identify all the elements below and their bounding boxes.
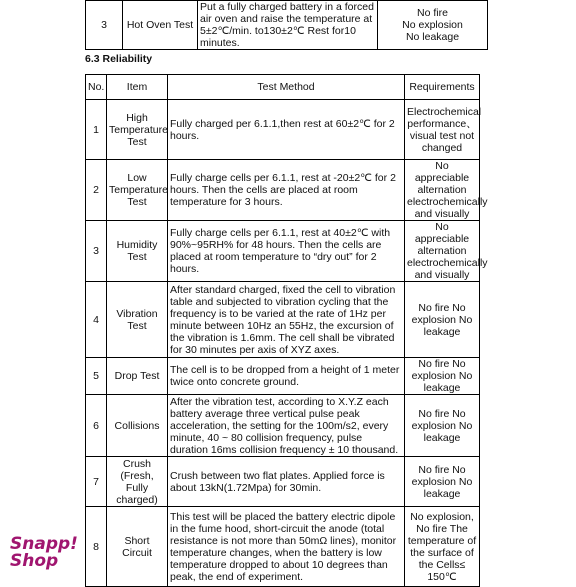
item-cell: High Temperature Test bbox=[107, 100, 168, 160]
requirements-cell: No fire No explosion No leakage bbox=[405, 395, 480, 457]
table-row bbox=[86, 457, 480, 507]
item-cell: Drop Test bbox=[107, 358, 168, 395]
requirements-cell bbox=[378, 1, 488, 50]
row-number: 1 bbox=[86, 100, 107, 160]
requirements-cell: Electrochemical performance、visual test not changed bbox=[405, 100, 480, 160]
method-cell: Fully charge cells per 6.1.1, rest at 40±2℃ with 90%~95RH% for 48 hours. Then the cells are placed at room temperature to “dry out” for 2 hours. bbox=[168, 221, 405, 282]
method-cell: Put a fully charged battery in a forced air oven and raise the temperature at 5±2℃/min. to130±2℃ Rest for10 minutes. bbox=[198, 1, 378, 50]
header-method: Test Method bbox=[168, 75, 405, 100]
requirements-cell: No fire No explosion No leakage bbox=[405, 282, 480, 358]
hot-oven-table bbox=[85, 0, 488, 50]
method-cell: Crush between two flat plates. Applied force is about 13kN(1.72Mpa) for 30min. bbox=[168, 457, 405, 507]
method-cell: Fully charge cells per 6.1.1, rest at -20±2℃ for 2 hours. Then the cells are placed at room temperature for 3 hours. bbox=[168, 160, 405, 221]
item-cell: Vibration Test bbox=[107, 282, 168, 358]
section-heading: 6.3 Reliability bbox=[85, 53, 153, 65]
header-no: No. bbox=[86, 75, 107, 100]
requirements-cell: No appreciable alternation electrochemically and visually bbox=[405, 221, 480, 282]
item-cell: Short Circuit bbox=[107, 507, 168, 587]
row-number: 5 bbox=[86, 358, 107, 395]
requirement-line: No fire bbox=[417, 7, 448, 19]
table-row bbox=[86, 221, 480, 282]
table-row bbox=[86, 358, 480, 395]
row-number: 3 bbox=[86, 1, 123, 50]
method-cell: After standard charged, fixed the cell to vibration table and subjected to vibration cycling that the frequency is to be varied at the rate of 1Hz per minute between 10Hz an 55Hz, the excursion of the vibration is 1.6mm. The cell shall be vibrated for 30 minutes per axis of XYZ axes. bbox=[168, 282, 405, 358]
row-number: 6 bbox=[86, 395, 107, 457]
logo-line: Snapp! bbox=[10, 534, 78, 554]
header-row bbox=[86, 75, 480, 100]
table-row bbox=[86, 282, 480, 358]
requirements-cell: No appreciable alternation electrochemically and visually bbox=[405, 160, 480, 221]
row-number: 7 bbox=[86, 457, 107, 507]
requirement-line: No leakage bbox=[405, 31, 460, 43]
table-row bbox=[86, 507, 480, 587]
item-cell: Humidity Test bbox=[107, 221, 168, 282]
row-number: 3 bbox=[86, 221, 107, 282]
method-cell: After the vibration test, according to X.Y.Z each battery average three vertical pulse peak acceleration, the setting for the 100m/s2, every minute, 40 ~ 80 collision frequency, pulse duration 16ms collision frequency ± 10 thousand. bbox=[168, 395, 405, 457]
requirements-cell: No fire No explosion No leakage bbox=[405, 457, 480, 507]
header-item: Item bbox=[107, 75, 168, 100]
snapp-shop-logo bbox=[10, 534, 78, 576]
requirement-line: No explosion bbox=[402, 19, 463, 31]
logo-line: Shop bbox=[10, 551, 59, 571]
table-row bbox=[86, 160, 480, 221]
item-cell: Low Temperature Test bbox=[107, 160, 168, 221]
header-requirements: Requirements bbox=[405, 75, 480, 100]
method-cell: Fully charged per 6.1.1,then rest at 60±2℃ for 2 hours. bbox=[168, 100, 405, 160]
item-cell: Collisions bbox=[107, 395, 168, 457]
item-cell: Hot Oven Test bbox=[123, 1, 198, 50]
requirements-cell: No fire No explosion No leakage bbox=[405, 358, 480, 395]
row-number: 4 bbox=[86, 282, 107, 358]
table-row bbox=[86, 100, 480, 160]
method-cell: The cell is to be dropped from a height of 1 meter twice onto concrete ground. bbox=[168, 358, 405, 395]
table-row bbox=[86, 1, 488, 50]
requirements-cell: No explosion, No fire The temperature of the surface of the Cells≤ 150℃ bbox=[405, 507, 480, 587]
item-cell: Crush (Fresh, Fully charged) bbox=[107, 457, 168, 507]
table-row bbox=[86, 395, 480, 457]
row-number: 2 bbox=[86, 160, 107, 221]
reliability-table bbox=[85, 74, 488, 587]
row-number: 8 bbox=[86, 507, 107, 587]
method-cell: This test will be placed the battery electric dipole in the fume hood, short-circuit the anode (total resistance is not more than 50mΩ lines), monitor temperature changes, when the battery is low temperature dropped to about 10 degrees than peak, the end of experiment. bbox=[168, 507, 405, 587]
